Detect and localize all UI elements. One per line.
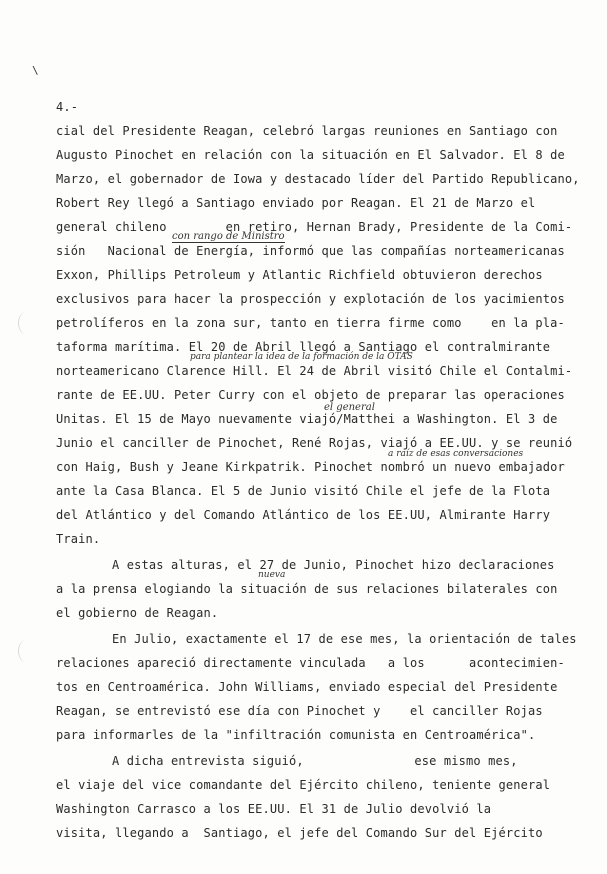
handwritten-note: para plantear la idea de la formación de la OTAS — [190, 352, 413, 362]
text-line: Augusto Pinochet en relación con la situación en El Salvador. El 8 de — [56, 148, 565, 162]
text-line: general chileno en retiro, Hernan Brady, Presidente de la Comi- — [56, 220, 573, 234]
text-line: Reagan, se entrevistó ese día con Pinochet y el canciller Rojas — [56, 704, 543, 718]
text-line: el gobierno de Reagan. — [56, 606, 219, 620]
text-line: Marzo, el gobernador de Iowa y destacado líder del Partido Republicano, — [56, 172, 580, 186]
punch-hole-mark — [18, 312, 33, 334]
text-line: Junio el canciller de Pinochet, René Rojas, viajó a EE.UU. y se reunió — [56, 436, 573, 450]
text-line: relaciones apareció directamente vinculada a los acontecimien- — [56, 656, 565, 670]
handwritten-note: el general — [324, 402, 375, 413]
text-line: del Atlántico y del Comando Atlántico de los EE.UU, Almirante Harry — [56, 508, 551, 522]
handwritten-note: nueva — [258, 570, 286, 580]
text-line: A dicha entrevista siguió, ese mismo mes, — [112, 754, 518, 768]
text-line: visita, llegando a Santiago, el jefe del Comando Sur del Ejército — [56, 826, 543, 840]
text-line: Exxon, Phillips Petroleum y Atlantic Richfield obtuvieron derechos — [56, 268, 543, 282]
text-line: tos en Centroamérica. John Williams, enviado especial del Presidente — [56, 680, 558, 694]
text-line: petrolíferos en la zona sur, tanto en tierra firme como en la pla- — [56, 316, 565, 330]
text-line: el viaje del vice comandante del Ejército chileno, teniente general — [56, 778, 551, 792]
text-line: exclusivos para hacer la prospección y explotación de los yacimientos — [56, 292, 565, 306]
text-line: norteamericano Clarence Hill. El 24 de Abril visitó Chile el Contalmi- — [56, 364, 573, 378]
punch-hole-mark — [18, 640, 33, 662]
text-line: Robert Rey llegó a Santiago enviado por Reagan. El 21 de Marzo el — [56, 196, 536, 210]
text-line: A estas alturas, el 27 de Junio, Pinochet hizo declaraciones — [112, 558, 555, 572]
text-line: para informarles de la "infiltración comunista en Centroamérica". — [56, 728, 536, 742]
text-line: taforma marítima. El 20 de Abril llegó a Santiago el contralmirante — [56, 340, 551, 354]
text-line: con Haig, Bush y Jeane Kirkpatrik. Pinochet nombró un nuevo embajador — [56, 460, 565, 474]
handwritten-note: con rango de Ministro — [172, 231, 285, 242]
text-line: a la prensa elogiando la situación de sus relaciones bilaterales con — [56, 582, 558, 596]
text-line: Washington Carrasco a los EE.UU. El 31 de Julio devolvió la — [56, 802, 492, 816]
text-line: cial del Presidente Reagan, celebró largas reuniones en Santiago con — [56, 124, 558, 138]
handwritten-note: a raíz de esas conversaciones — [388, 449, 524, 459]
text-line: sión Nacional de Energía, informó que las compañías norteamericanas — [56, 244, 565, 258]
text-line: rante de EE.UU. Peter Curry con el objeto de preparar las operaciones — [56, 388, 565, 402]
text-line: Unitas. El 15 de Mayo nuevamente viajó/Matthei a Washington. El 3 de — [56, 412, 558, 426]
text-line: ante la Casa Blanca. El 5 de Junio visitó Chile el jefe de la Flota — [56, 484, 551, 498]
page-number: 4.- — [56, 100, 79, 114]
text-line: En Julio, exactamente el 17 de ese mes, la orientación de tales — [112, 632, 577, 646]
text-line: Train. — [56, 532, 101, 546]
corner-mark: \ — [32, 64, 39, 77]
